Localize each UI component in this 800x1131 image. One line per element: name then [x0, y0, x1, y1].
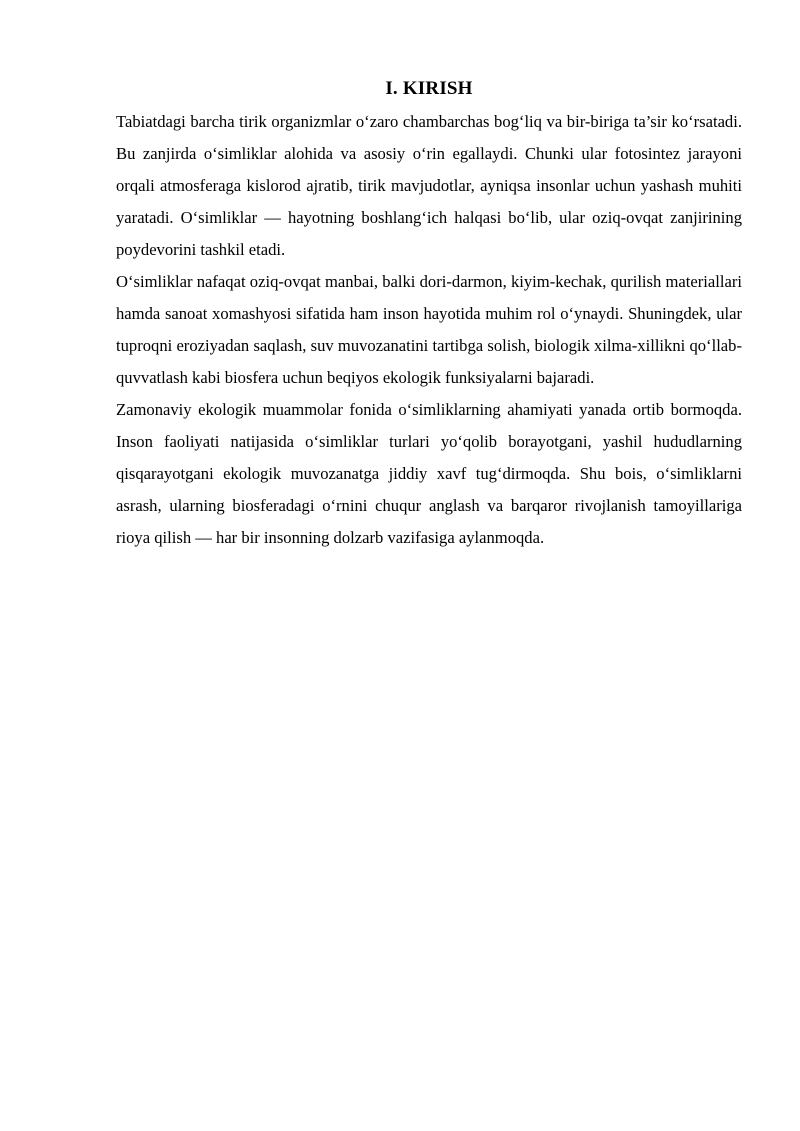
paragraph-3: Zamonaviy ekologik muammolar fonida o‘simliklarning ahamiyati yanada ortib bormoqda. Inson faoliyati natijasida o‘simliklar turlari yo‘qolib borayotgani, yashil hududlarning qisqarayotgani ekologik muvozanatga jiddiy xavf tug‘dirmoqda. Shu bois, o‘simliklarni asrash, ularning biosferadagi o‘rnini chuqur anglash va barqaror rivojlanish tamoyillariga rioya qilish — har bir insonning dolzarb vazifasiga aylanmoqda. — [116, 400, 742, 547]
paragraph-2: O‘simliklar nafaqat oziq-ovqat manbai, balki dori-darmon, kiyim-kechak, qurilish materiallari hamda sanoat xomashyosi sifatida ham inson hayotida muhim rol o‘ynaydi. Shuningdek, ular tuproqni eroziyadan saqlash, suv muvozanatini tartibga solish, biologik xilma-xillikni qo‘llab-quvvatlash kabi biosfera uchun beqiyos ekologik funksiyalarni bajaradi. — [116, 272, 742, 387]
paragraph-1: Tabiatdagi barcha tirik organizmlar o‘zaro chambarchas bog‘liq va bir-biriga ta’sir ko‘rsatadi. Bu zanjirda o‘simliklar alohida va asosiy o‘rin egallaydi. Chunki ular fotosintez jarayoni orqali atmosferaga kislorod ajratib, tirik mavjudotlar, ayniqsa insonlar uchun yashash muhiti yaratadi. O‘simliklar — hayotning boshlang‘ich halqasi bo‘lib, ular oziq-ovqat zanjirining poydevorini tashkil etadi. — [116, 112, 742, 259]
section-title: I. KIRISH — [385, 78, 473, 99]
document-body — [116, 76, 742, 554]
